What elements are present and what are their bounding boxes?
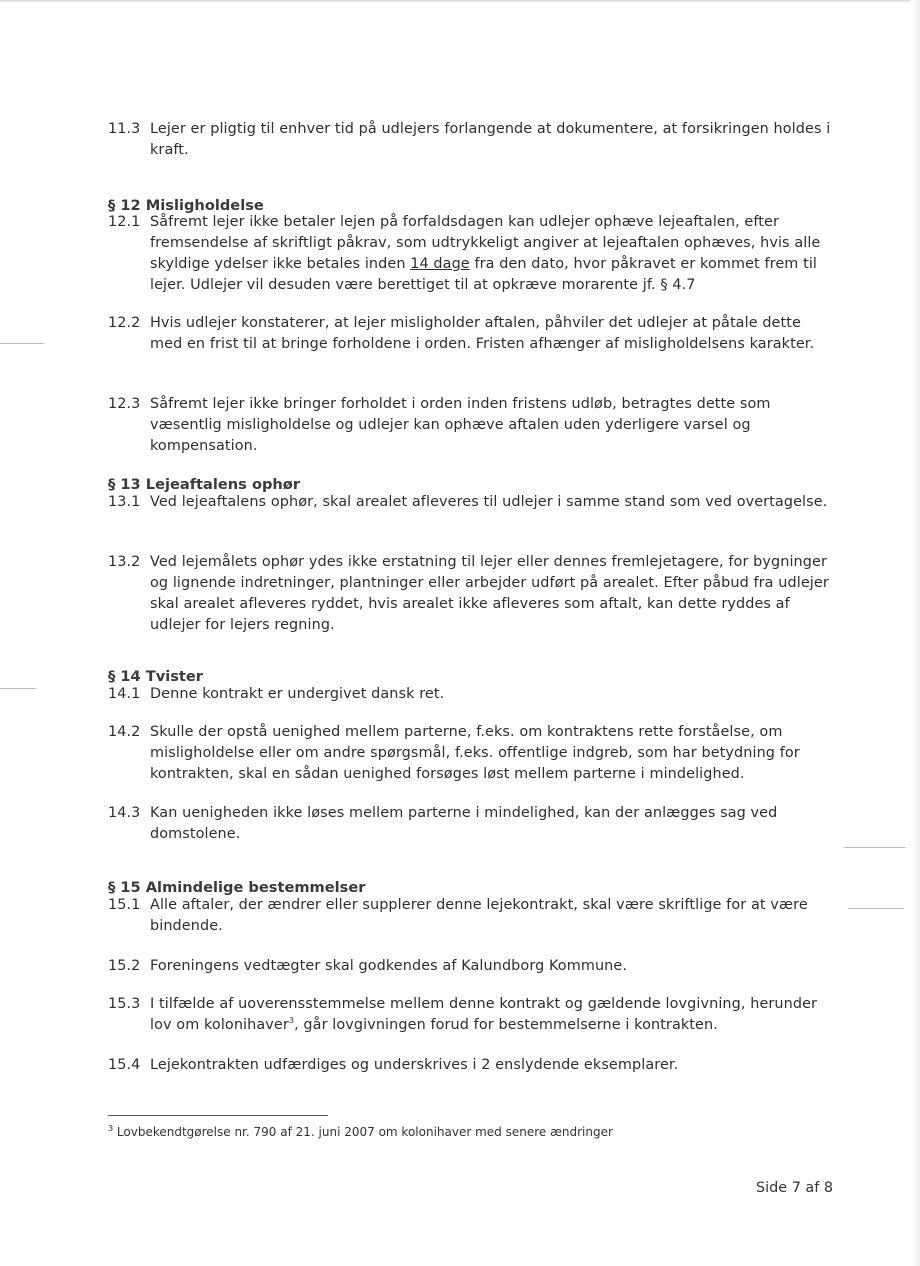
clause-number: 13.2 (108, 554, 141, 570)
scan-artifact (0, 343, 44, 344)
clause-text: Kan uenigheden ikke løses mellem parterne i mindelighed, kan der anlægges sag ved domstolene. (150, 805, 778, 842)
clause-text-part: Såfremt lejer ikke betaler lejen på forfaldsdagen kan udlejer ophæve lejeaftalen, efter fremsendelse af skriftligt påkrav, som udtrykkeligt angiver at lejeaftalen ophæves, hvis alle skyldige ydelser ikke betales inden (150, 214, 821, 272)
clause-text (150, 212, 834, 296)
footnote-marker: 3 (108, 1124, 114, 1133)
clause-text: Lejekontrakten udfærdiges og underskrives i 2 enslydende eksemplarer. (150, 1057, 679, 1073)
section-heading-15: § 15 Almindelige bestemmelser (108, 879, 366, 896)
clause-text-part: I tilfælde af uoverensstemmelse mellem denne kontrakt og gældende lovgivning, herunder lov om kolonihaver (150, 996, 818, 1033)
clause-12-2 (108, 313, 834, 355)
scan-top-edge (0, 0, 920, 3)
clause-number: 14.2 (108, 724, 141, 740)
clause-14-3 (108, 803, 834, 845)
clause-text: Skulle der opstå uenighed mellem parterne, f.eks. om kontraktens rette forståelse, om misligholdelse eller om andre spørgsmål, f.eks. offentlige indgreb, som har betydning for kontrakten, skal en sådan uenighed forsøges løst mellem parterne i mindelighed. (150, 724, 800, 782)
clause-11-3 (108, 119, 834, 161)
clause-12-1 (108, 212, 834, 296)
clause-number: 14.1 (108, 686, 141, 702)
clause-13-2 (108, 552, 834, 636)
clause-15-2 (108, 956, 834, 977)
section-heading-14: § 14 Tvister (108, 668, 203, 685)
underlined-deadline: 14 dage (410, 256, 470, 272)
clause-number: 12.2 (108, 315, 141, 331)
clause-number: 15.3 (108, 996, 141, 1012)
clause-12-3 (108, 394, 834, 457)
clause-text: Lejer er pligtig til enhver tid på udlejers forlangende at dokumentere, at forsikringen holdes i kraft. (150, 121, 831, 158)
footnote-text: Lovbekendtgørelse nr. 790 af 21. juni 2007 om kolonihaver med senere ændringer (113, 1125, 613, 1139)
clause-text (150, 994, 834, 1036)
scan-right-edge (910, 0, 920, 1266)
clause-text-part: fra den dato, hvor påkravet er kommet frem til lejer. Udlejer vil desuden være berettiget til at opkræve morarente jf. § 4.7 (150, 256, 818, 293)
section-heading-13: § 13 Lejeaftalens ophør (108, 476, 301, 493)
clause-number: 12.1 (108, 214, 141, 230)
page-number: Side 7 af 8 (756, 1180, 834, 1196)
clause-number: 15.2 (108, 958, 141, 974)
clause-number: 15.1 (108, 897, 141, 913)
clause-13-1 (108, 492, 834, 513)
footnote (108, 1124, 613, 1140)
clause-number: 13.1 (108, 494, 141, 510)
scan-artifact (848, 908, 904, 909)
clause-text: Ved lejeaftalens ophør, skal arealet afleveres til udlejer i samme stand som ved overtagelse. (150, 494, 828, 510)
clause-text: Hvis udlejer konstaterer, at lejer misligholder aftalen, påhviler det udlejer at påtale dette med en frist til at bringe forholdene i orden. Fristen afhænger af misligholdelsens karakter. (150, 315, 815, 352)
clause-text: Ved lejemålets ophør ydes ikke erstatning til lejer eller dennes fremlejetagere, for bygninger og lignende indretninger, plantninger eller arbejder udført på arealet. Efter påbud fra udlejer skal arealet afleveres ryddet, hvis arealet ikke afleveres som aftalt, kan dette ryddes af udlejer for lejers regning. (150, 554, 829, 633)
clause-number: 14.3 (108, 805, 141, 821)
footnote-separator (108, 1115, 328, 1116)
clause-text: Såfremt lejer ikke bringer forholdet i orden inden fristens udløb, betragtes dette som væsentlig misligholdelse og udlejer kan ophæve aftalen uden yderligere varsel og kompensation. (150, 396, 771, 454)
clause-text: Alle aftaler, der ændrer eller supplerer denne lejekontrakt, skal være skriftlige for at være bindende. (150, 897, 808, 934)
clause-14-1 (108, 684, 834, 705)
clause-15-4 (108, 1055, 834, 1076)
section-heading-12: § 12 Misligholdelse (108, 197, 264, 214)
clause-text: Denne kontrakt er undergivet dansk ret. (150, 686, 445, 702)
scan-artifact (0, 688, 36, 689)
footnote-reference: 3 (288, 1016, 295, 1026)
clause-text-part: , går lovgivningen forud for bestemmelserne i kontrakten. (294, 1017, 718, 1033)
clause-14-2 (108, 722, 834, 785)
clause-number: 15.4 (108, 1057, 141, 1073)
clause-15-1 (108, 895, 834, 937)
clause-text: Foreningens vedtægter skal godkendes af Kalundborg Kommune. (150, 958, 628, 974)
scan-artifact (844, 847, 906, 848)
clause-number: 12.3 (108, 396, 141, 412)
clause-15-3 (108, 994, 834, 1036)
clause-number: 11.3 (108, 121, 141, 137)
